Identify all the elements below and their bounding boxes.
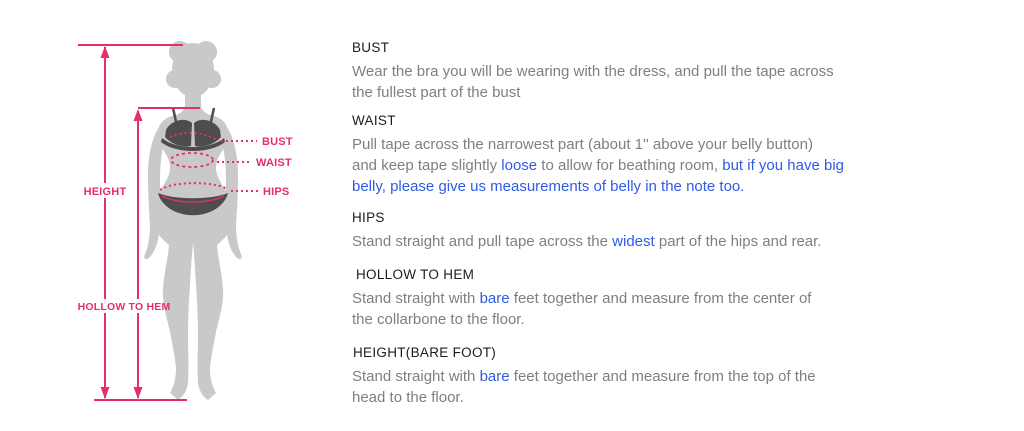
text-run: Pull tape across the narrowest part (about 1'' above your belly button) xyxy=(352,136,813,153)
text-run: Stand straight with xyxy=(352,290,480,307)
section-text-line xyxy=(352,309,872,330)
section-heading: HOLLOW TO HEM xyxy=(356,267,475,282)
hollow-arrow-down-icon xyxy=(134,387,143,399)
text-run: Stand straight with xyxy=(352,368,480,385)
highlighted-text: bare xyxy=(479,368,510,385)
section-heading: HEIGHT(BARE FOOT) xyxy=(353,345,497,360)
highlighted-text: but if you have big xyxy=(722,157,845,174)
torso-and-legs xyxy=(151,115,235,400)
text-run: feet together and measure from the center of xyxy=(509,290,812,307)
section-text-line xyxy=(352,176,872,197)
highlighted-text: loose xyxy=(501,157,538,174)
section-heading: WAIST xyxy=(352,113,396,128)
text-run: head to the floor. xyxy=(352,389,464,406)
text-run: the fullest part of the bust xyxy=(352,84,521,101)
section-text-line xyxy=(352,366,872,387)
section-height-bare-foot xyxy=(352,345,872,408)
waist-label: WAIST xyxy=(256,157,292,169)
bust-label: BUST xyxy=(262,136,293,148)
text-run: the collarbone to the floor. xyxy=(352,311,525,328)
section-heading: HIPS xyxy=(352,210,385,225)
figure-silhouette xyxy=(144,41,241,400)
section-bust xyxy=(352,40,872,103)
highlighted-text: widest xyxy=(612,233,655,250)
section-hollow-to-hem xyxy=(352,267,872,330)
section-text-line xyxy=(352,288,872,309)
text-run: to allow for beathing room, xyxy=(537,157,723,174)
hair-left xyxy=(166,70,184,88)
section-text-line xyxy=(352,387,872,408)
section-hips xyxy=(352,210,872,252)
text-run: feet together and measure from the top of the xyxy=(509,368,816,385)
hair-right xyxy=(203,70,221,88)
section-text-line xyxy=(352,231,872,252)
measurement-arrows xyxy=(101,46,143,399)
text-run: Wear the bra you will be wearing with the dress, and pull the tape across xyxy=(352,63,834,80)
height-label: HEIGHT xyxy=(83,186,127,198)
height-arrow-up-icon xyxy=(101,46,110,58)
highlighted-text: bare xyxy=(479,290,510,307)
text-run: part of the hips and rear. xyxy=(654,233,822,250)
figure-svg xyxy=(0,0,345,426)
hollow-arrow-up-icon xyxy=(134,109,143,121)
section-text-line xyxy=(352,155,872,176)
measurement-figure-diagram xyxy=(0,0,345,426)
section-text-line xyxy=(352,61,872,82)
text-run: and keep tape slightly xyxy=(352,157,502,174)
section-text-line xyxy=(352,82,872,103)
text-run: Stand straight and pull tape across the xyxy=(352,233,613,250)
section-heading: BUST xyxy=(352,40,390,55)
measurement-sections xyxy=(352,40,872,408)
height-arrow-down-icon xyxy=(101,387,110,399)
section-text-line xyxy=(352,134,872,155)
highlighted-text: belly, please give us measurements of belly in the note too. xyxy=(352,178,745,195)
hollow-to-hem-label: HOLLOW TO HEM xyxy=(77,301,171,313)
hips-label: HIPS xyxy=(263,186,290,198)
hair-top-right xyxy=(195,41,217,63)
section-waist xyxy=(352,113,872,197)
